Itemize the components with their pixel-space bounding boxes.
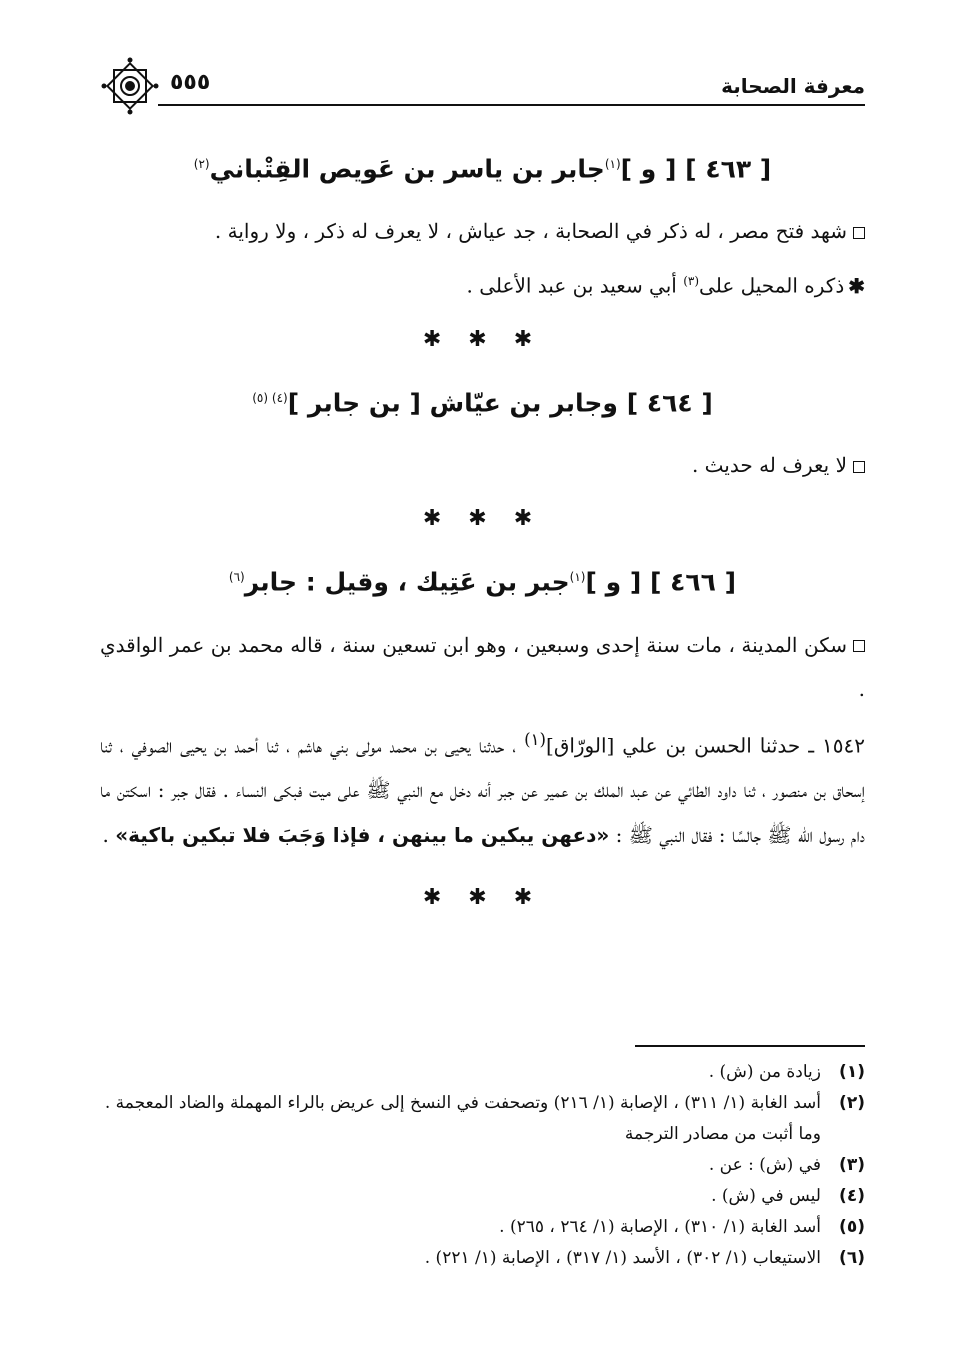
entry-name: جبر بن عَتِيك ، وقيل : جابر (244, 567, 570, 597)
footnote (100, 1212, 865, 1243)
entry-bracket: [ بن جابر ] (287, 388, 421, 418)
footnote-ref: (٦) (228, 570, 245, 585)
footnote-number: (٤) (839, 1186, 865, 1206)
footnote (100, 1181, 865, 1212)
entry-prefix: [ و ] (585, 567, 642, 597)
entry-note: ✱ذكره المحيل على$^{(٣)}$ أبي سعيد بن عبد الأعلى . (466, 273, 865, 298)
square-bullet-icon (853, 461, 865, 473)
main-content (100, 130, 865, 934)
section-separator: ✱ ✱ ✱ (422, 885, 543, 911)
section-separator: ✱ ✱ ✱ (422, 506, 543, 532)
section-separator: ✱ ✱ ✱ (422, 326, 543, 352)
footnote (100, 1088, 865, 1150)
footnote-ref: (٤) (٥) (252, 390, 288, 405)
footnote-number: (٢) (839, 1093, 865, 1113)
footnote-text: أسد الغابة (١/ ٣١١) ، الإصابة (١/ ٢١٦) وتصحفت في النسخ إلى عريض بالراء المهملة والضاد المعجمة . وما أثبت من مصادر الترجمة (104, 1093, 821, 1144)
entry-heading-463 (100, 142, 865, 191)
footnote-ref: (١) (604, 157, 621, 171)
running-title: معرفة الصحابة (721, 74, 865, 98)
entry-number: [ ٤٦٣ ] (685, 154, 772, 184)
footnote-text: الاستيعاب (١/ ٣٠٢) ، الأسد (١/ ٣١٧) ، الإصابة (١/ ٢٢١) . (424, 1248, 821, 1268)
footnote-text: ليس في (ش) . (711, 1186, 821, 1206)
footnote (100, 1243, 865, 1274)
footnote-ref: (١) (569, 570, 586, 585)
footnote-text: زيادة من (ش) . (708, 1062, 821, 1082)
footnote (100, 1150, 865, 1181)
entry-name: جابر بن ياسر بن عَويص القِتْباني (209, 154, 605, 184)
footnote-ref: (١) (524, 729, 547, 749)
entry-text: سكن المدينة ، مات سنة إحدى وسبعين ، وهو ابن تسعين سنة ، قاله محمد بن عمر الواقدي . (100, 632, 865, 701)
entry-text: شهد فتح مصر ، له ذكر في الصحابة ، جد عياش ، لا يعرف له ذكر ، ولا رواية . (100, 209, 865, 253)
square-bullet-icon (853, 640, 865, 652)
footnote-number: (٣) (839, 1155, 865, 1175)
entry-heading-464 (100, 376, 865, 425)
page-header (100, 60, 865, 120)
footnote-number: (٦) (839, 1248, 865, 1268)
footnote-text: أسد الغابة (١/ ٣١٠) ، الإصابة (١/ ٢٦٤ ، ٢٦٥) . (499, 1217, 821, 1237)
entry-text: لا يعرف له حديث . (100, 443, 865, 487)
footnote (100, 1057, 865, 1088)
footnote-ref: (٣) (683, 274, 700, 289)
footnote-number: (٥) (839, 1217, 865, 1237)
prophetic-quote: «دعهن يبكين ما بينهن ، فإذا وَجَبَ فلا تبكين باكية» (115, 823, 610, 848)
page-number: ٥٥٥ (170, 70, 211, 95)
footnote-ref: (٢) (193, 157, 210, 171)
entry-name: وجابر بن عيّاش (429, 388, 618, 418)
entry-heading-466 (100, 555, 865, 604)
entry-number: [ ٤٦٤ ] (626, 388, 713, 418)
footnote-text: في (ش) : عن . (708, 1155, 821, 1175)
entry-prefix: [ و ] (620, 154, 677, 184)
footnote-rule (635, 1045, 865, 1047)
hadith-paragraph: ١٥٤٢ ـ حدثنا الحسن بن علي [الورّاق]$^{(١)}$ ، حدثنا يحيى بن محمد مولى بني هاشم ، ثنا أحمد بن يحيى الصوفي ، ثنا إسحاق بن منصور ، ثنا داود الطائي عن عبد الملك بن عمير عن جبر أنه دخل مع النبي ﷺ على ميت فبكى النساء . فقال جبر : اسكتن ما دام رسول الله ﷺ جالسًا : فقال النبي ﷺ : «دعهن يبكين ما بينهن ، فإذا وَجَبَ فلا تبكين باكية» . (100, 729, 865, 848)
entry-number: [ ٤٦٦ ] (650, 567, 737, 597)
square-bullet-icon (853, 227, 865, 239)
ornament-icon (100, 56, 160, 116)
header-rule (158, 104, 865, 106)
footnote-number: (١) (839, 1062, 865, 1082)
footnotes (100, 1045, 865, 1274)
star-icon: ✱ (848, 273, 865, 298)
